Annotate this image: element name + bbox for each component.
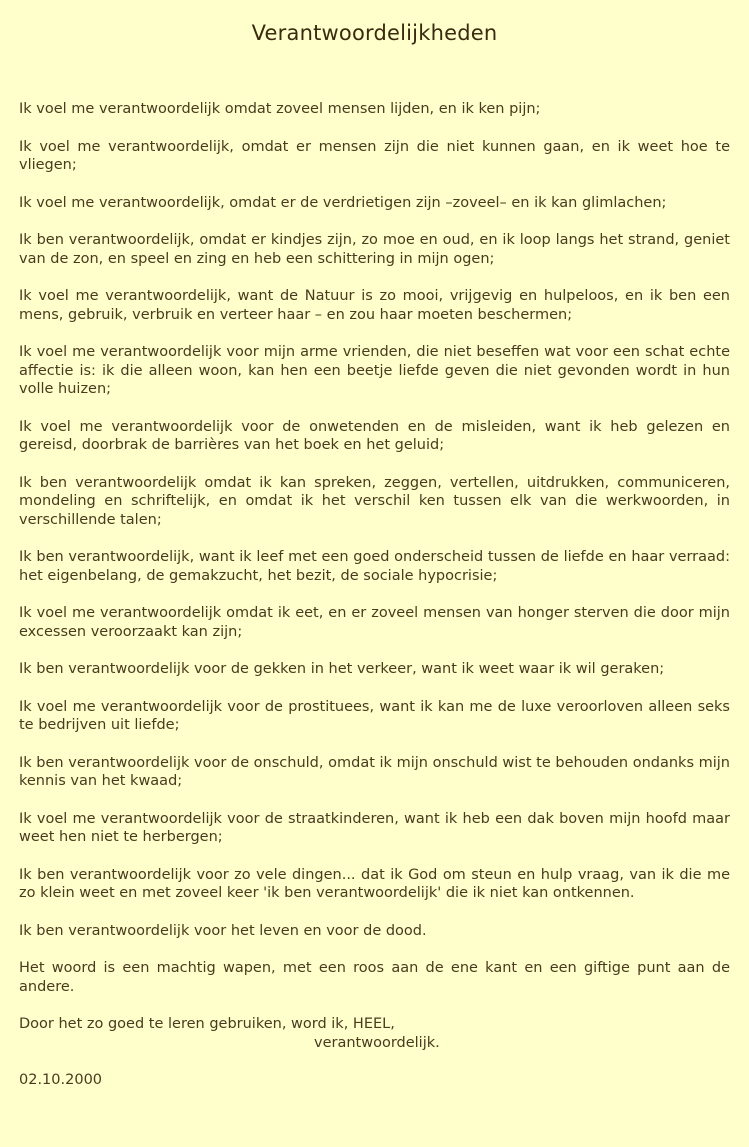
closing-lines [19,1015,730,1052]
paragraph: Ik ben verantwoordelijk voor zo vele dingen... dat ik God om steun en hulp vraag, van ik die me zo klein weet en met zoveel keer 'ik ben verantwoordelijk' die ik niet kan ontkennen. [19,866,730,901]
paragraph: Ik voel me verantwoordelijk, omdat er de verdrietigen zijn –zoveel– en ik kan glimlachen; [19,194,667,211]
paragraph: Ik ben verantwoordelijk voor de gekken in het verkeer, want ik weet waar ik wil geraken; [19,661,665,677]
paragraph: Ik voel me verantwoordelijk omdat ik eet, en er zoveel mensen van honger sterven die door mijn excessen veroorzaakt kan zijn; [19,605,730,640]
paragraph: Ik ben verantwoordelijk, want ik leef met een goed onderscheid tussen de liefde en haar verraad: het eigenbelang, de gemakzucht, het bezit, de sociale hypocrisie; [19,549,730,584]
paragraph: Ik voel me verantwoordelijk omdat zoveel mensen lijden, en ik ken pijn; [19,101,541,117]
paragraph: Ik voel me verantwoordelijk voor de straatkinderen, want ik heb een dak boven mijn hoofd maar weet hen niet te herbergen; [19,810,730,845]
paragraph: Ik voel me verantwoordelijk voor de prostituees, want ik kan me de luxe veroorloven alleen seks te bedrijven uit liefde; [19,698,730,733]
closing-line-1: Door het zo goed te leren gebruiken, word ik, HEEL, [19,1016,395,1032]
paragraph: Ik ben verantwoordelijk voor het leven en voor de dood. [19,922,427,939]
paragraph: Ik voel me verantwoordelijk, want de Natuur is zo mooi, vrijgevig en hulpeloos, en ik ben een mens, gebruik, verbruik en verteer haar – en zou haar moeten beschermen; [19,288,730,323]
closing-line-2: verantwoordelijk. [314,1034,440,1051]
paragraph: Ik ben verantwoordelijk omdat ik kan spreken, zeggen, vertellen, uitdrukken, communiceren, mondeling en schriftelijk, en omdat ik het verschil ken tussen elk van die werkwoorden, in verschillende talen; [19,474,730,528]
page-title: Verantwoordelijkheden [251,21,498,45]
date: 02.10.2000 [19,1072,103,1088]
paragraph: Het woord is een machtig wapen, met een roos aan de ene kant en een giftige punt aan de andere. [19,960,730,995]
paragraph: Ik ben verantwoordelijk, omdat er kindjes zijn, zo moe en oud, en ik loop langs het strand, geniet van de zon, en speel en zing en heb een schittering in mijn ogen; [19,232,730,267]
paragraph: Ik voel me verantwoordelijk, omdat er mensen zijn die niet kunnen gaan, en ik weet hoe te vliegen; [19,138,730,173]
paragraph: Ik ben verantwoordelijk voor de onschuld, omdat ik mijn onschuld wist te behouden ondanks mijn kennis van het kwaad; [19,754,730,789]
paragraph: Ik voel me verantwoordelijk voor de onwetenden en de misleiden, want ik heb gelezen en gereisd, doorbrak de barrières van het boek en het geluid; [19,418,730,453]
paragraph: Ik voel me verantwoordelijk voor mijn arme vrienden, die niet beseffen wat voor een schat echte affectie is: ik die alleen woon, kan hen een beetje liefde geven die niet gevonden wordt in hun volle huizen; [19,344,730,397]
poem-body [19,100,730,1090]
